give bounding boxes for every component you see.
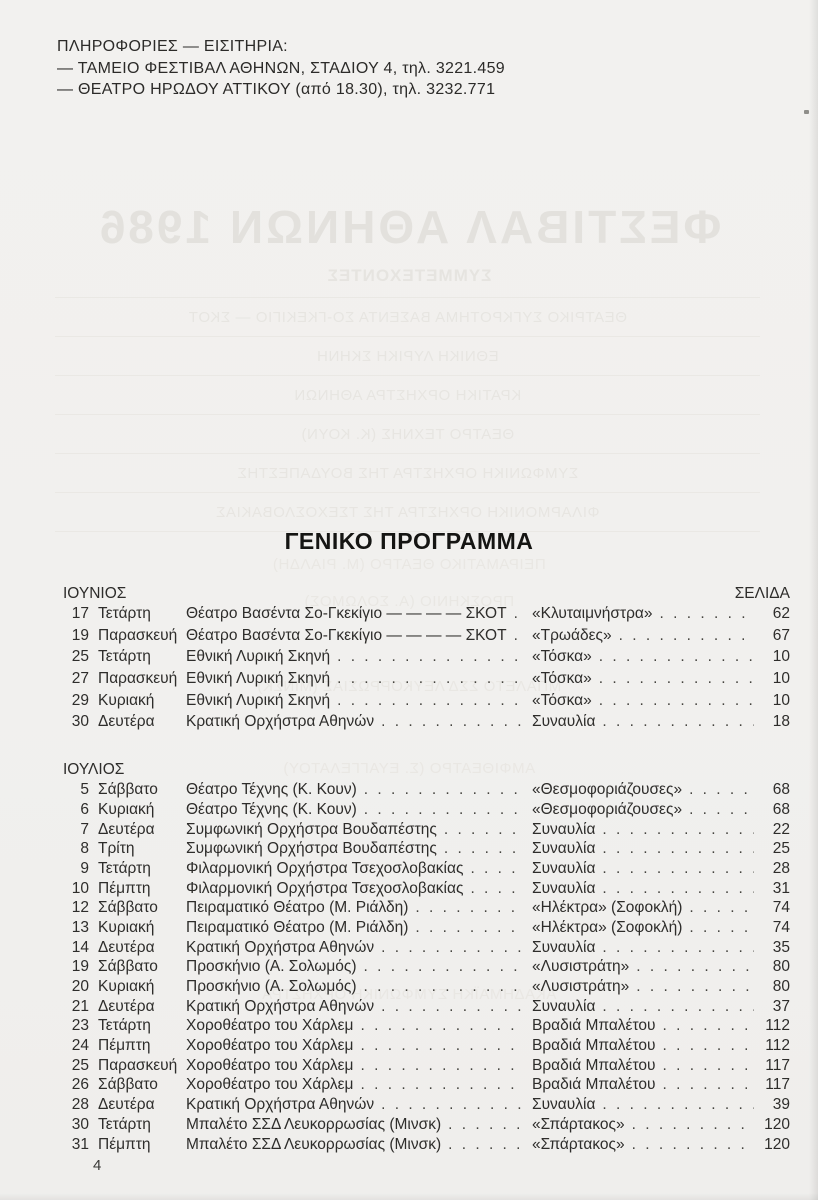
table-row <box>63 781 790 801</box>
dot-leader <box>599 648 754 666</box>
event-venue-text: Προσκήνιο (Α. Σολωμός) <box>186 958 357 976</box>
event-title <box>532 605 754 623</box>
ticket-info-block <box>57 36 505 101</box>
event-day: Δευτέρα <box>98 997 155 1015</box>
event-venue <box>186 605 522 623</box>
event-title <box>532 840 754 858</box>
event-venue <box>186 1096 522 1114</box>
event-date: 25 <box>71 648 89 666</box>
event-title <box>532 998 754 1016</box>
folio-page-number: 4 <box>93 1157 102 1174</box>
event-date: 21 <box>71 997 89 1015</box>
event-title <box>532 1136 754 1154</box>
event-date: 12 <box>71 899 89 917</box>
event-venue-text: Κρατική Ορχήστρα Αθηνών <box>186 938 375 956</box>
event-day: Πέμπτη <box>98 879 151 897</box>
event-venue <box>186 1136 522 1154</box>
event-day: Πέμπτη <box>98 1037 151 1055</box>
event-date: 29 <box>71 691 89 709</box>
bleed-participants-list <box>55 297 760 532</box>
dot-leader <box>360 1076 522 1094</box>
page-ref: 10 <box>772 648 790 666</box>
dot-leader <box>448 1136 522 1154</box>
event-day: Τετάρτη <box>98 1115 151 1133</box>
event-venue-text: Μπαλέτο ΣΣΔ Λευκορρωσίας (Μινσκ) <box>186 1115 442 1133</box>
ticket-info-line: ΠΛΗΡΟΦΟΡΙΕΣ — ΕΙΣΙΤΗΡΙΑ: <box>57 38 288 55</box>
event-venue <box>186 692 522 710</box>
event-venue-text: Εθνική Λυρική Σκηνή <box>186 648 331 666</box>
event-title-text: «Τόσκα» <box>532 648 592 666</box>
event-title <box>532 801 754 819</box>
bleed-overprint-text: ΑΜΦΙΘΕΑΤΡΟ (Σ. ΕΥΑΓΓΕΛΑΤΟΥ) <box>282 760 536 777</box>
dot-leader <box>662 1017 754 1035</box>
table-row <box>63 605 790 627</box>
bleed-participant: ΚΡΑΤΙΚΗ ΟΡΧΗΣΤΡΑ ΑΘΗΝΩΝ <box>55 375 760 414</box>
page-ref: 39 <box>772 1096 790 1114</box>
print-speck <box>804 110 809 114</box>
page-ref: 22 <box>772 820 790 838</box>
event-date: 14 <box>71 938 89 956</box>
event-title-text: «Σπάρτακος» <box>532 1135 625 1153</box>
event-title-text: Συναυλία <box>532 820 596 838</box>
table-row <box>63 1096 790 1116</box>
bleed-participant: ΦΙΛΑΡΜΟΝΙΚΗ ΟΡΧΗΣΤΡΑ ΤΗΣ ΤΣΕΧΟΣΛΟΒΑΚΙΑΣ <box>55 492 760 531</box>
page-column-header: ΣΕΛΙΔΑ <box>734 585 790 602</box>
table-row <box>63 1076 790 1096</box>
table-row <box>63 958 790 978</box>
page-ref: 37 <box>772 997 790 1015</box>
event-venue-text: Χοροθέατρο του Χάρλεμ <box>186 1056 354 1074</box>
ticket-info-line: — ΤΑΜΕΙΟ ΦΕΣΤΙΒΑΛ ΑΘΗΝΩΝ, ΣΤΑΔΙΟΥ 4, τηλ. 3221.459 <box>57 59 505 77</box>
event-day: Δευτέρα <box>98 938 155 956</box>
event-day: Παρασκευή <box>98 626 178 644</box>
event-title <box>532 1076 754 1094</box>
event-day: Δευτέρα <box>98 820 155 838</box>
page-ref: 28 <box>772 859 790 877</box>
event-day: Σάββατο <box>98 958 158 976</box>
dot-leader <box>364 801 522 819</box>
table-row <box>63 919 790 939</box>
event-title <box>532 1057 754 1075</box>
event-venue <box>186 627 522 645</box>
event-title <box>532 1116 754 1134</box>
event-venue-text: Προσκήνιο (Α. Σολωμός) <box>186 978 357 995</box>
table-row <box>63 998 790 1018</box>
dot-leader <box>689 801 754 819</box>
dot-leader <box>360 1017 522 1035</box>
event-title-text: «Θεσμοφοριάζουσες» <box>532 781 683 799</box>
event-title <box>532 692 754 710</box>
event-venue-text: Κρατική Ορχήστρα Αθηνών <box>186 1096 375 1114</box>
event-title <box>532 781 754 799</box>
event-day: Τετάρτη <box>98 859 151 877</box>
dot-leader <box>364 958 522 976</box>
dot-leader <box>415 899 522 917</box>
dot-leader <box>602 713 754 731</box>
event-venue <box>186 1037 522 1055</box>
page-ref: 80 <box>772 978 790 995</box>
event-date: 31 <box>71 1135 89 1153</box>
page-ref: 68 <box>772 800 790 818</box>
dot-leader <box>514 627 522 645</box>
dot-leader <box>689 899 754 917</box>
dot-leader <box>632 1116 754 1134</box>
month-header-line <box>63 585 790 605</box>
table-row <box>63 648 790 670</box>
dot-leader <box>470 860 522 878</box>
dot-leader <box>444 840 522 858</box>
event-venue-text: Πειραματικό Θέατρο (Μ. Ριάλδη) <box>186 918 409 936</box>
event-venue-text: Μπαλέτο ΣΣΔ Λευκορρωσίας (Μινσκ) <box>186 1135 442 1153</box>
event-title <box>532 860 754 878</box>
event-venue-text: Εθνική Λυρική Σκηνή <box>186 691 331 709</box>
event-date: 24 <box>71 1037 89 1055</box>
dot-leader <box>381 998 522 1016</box>
event-venue <box>186 1017 522 1035</box>
dot-leader <box>599 692 754 710</box>
event-day: Δευτέρα <box>98 1096 155 1114</box>
bleed-overprint-text: ΠΕΙΡΑΜΑΤΙΚΟ ΘΕΑΤΡΟ (Μ. ΡΙΑΛΔΗ) <box>272 556 546 573</box>
dot-leader <box>632 1136 754 1154</box>
event-venue <box>186 998 522 1016</box>
dot-leader <box>662 1076 754 1094</box>
event-venue-text: Θέατρο Τέχνης (Κ. Κουν) <box>186 800 357 818</box>
dot-leader <box>364 781 522 799</box>
event-title-text: Συναυλία <box>532 997 596 1015</box>
event-day: Σάββατο <box>98 1076 158 1094</box>
ticket-info-line: — ΘΕΑΤΡΟ ΗΡΩΔΟΥ ΑΤΤΙΚΟΥ (από 18.30), τηλ. 3232.771 <box>57 81 496 98</box>
table-row <box>63 713 790 735</box>
event-title-text: «Θεσμοφοριάζουσες» <box>532 800 683 818</box>
page-ref: 68 <box>772 781 790 799</box>
event-venue <box>186 801 522 819</box>
event-venue-text: Θέατρο Βασέντα Σο-Γκεκίγιο — — — — ΣΚΟΤ <box>186 605 507 622</box>
event-venue <box>186 713 522 731</box>
event-date: 5 <box>80 781 89 799</box>
bleed-participant: ΘΕΑΤΡΙΚΟ ΣΥΓΚΡΟΤΗΜΑ ΒΑΣΕΝΤΑ ΣΟ-ΓΚΕΚΙΓΙΟ — ΣΚΟΤ <box>55 297 760 336</box>
page-ref: 62 <box>772 605 790 622</box>
dot-leader <box>689 919 754 937</box>
event-venue-text: Θέατρο Βασέντα Σο-Γκεκίγιο — — — — ΣΚΟΤ <box>186 626 507 644</box>
table-row <box>63 801 790 821</box>
event-venue <box>186 939 522 957</box>
event-day: Τρίτη <box>98 840 135 858</box>
event-day: Δευτέρα <box>98 713 155 731</box>
event-date: 30 <box>71 1115 89 1133</box>
program-table <box>63 585 790 1155</box>
dot-leader <box>602 860 754 878</box>
dot-leader <box>470 880 522 898</box>
month-section <box>63 585 790 735</box>
dot-leader <box>619 627 754 645</box>
page-ref: 74 <box>772 918 790 936</box>
event-day: Παρασκευή <box>98 1056 178 1074</box>
event-venue <box>186 860 522 878</box>
dot-leader <box>689 781 754 799</box>
table-row <box>63 1116 790 1136</box>
event-venue <box>186 648 522 666</box>
month-header-line <box>63 761 790 781</box>
event-title <box>532 1096 754 1114</box>
event-date: 23 <box>71 1017 89 1035</box>
month-section <box>63 761 790 1155</box>
table-row <box>63 1136 790 1156</box>
dot-leader <box>360 1037 522 1055</box>
event-day: Τετάρτη <box>98 648 151 666</box>
month-header: ΙΟΥΝΙΟΣ <box>63 585 127 602</box>
event-title <box>532 821 754 839</box>
bleed-participants-heading: ΣΥΜΜΕΤΕΧΟΝΤΕΣ <box>326 266 492 285</box>
event-date: 17 <box>71 605 89 622</box>
event-venue-text: Πειραματικό Θέατρο (Μ. Ριάλδη) <box>186 899 409 917</box>
event-title <box>532 713 754 731</box>
event-date: 19 <box>71 958 89 976</box>
page-ref: 117 <box>765 1056 790 1074</box>
dot-leader <box>602 821 754 839</box>
event-date: 7 <box>80 820 89 838</box>
bleed-participant: ΕΘΝΙΚΗ ΛΥΡΙΚΗ ΣΚΗΝΗ <box>55 336 760 375</box>
page-ref: 18 <box>772 713 790 731</box>
event-venue-text: Χοροθέατρο του Χάρλεμ <box>186 1017 354 1035</box>
event-title <box>532 880 754 898</box>
event-title <box>532 899 754 917</box>
dot-leader <box>599 670 754 688</box>
event-venue-text: Κρατική Ορχήστρα Αθηνών <box>186 713 375 731</box>
page-ref: 35 <box>772 938 790 956</box>
event-venue-text: Φιλαρμονική Ορχήστρα Τσεχοσλοβακίας <box>186 859 464 877</box>
event-title-text: Βραδιά Μπαλέτου <box>532 1037 656 1055</box>
table-row <box>63 821 790 841</box>
table-row <box>63 978 790 998</box>
event-venue-text: Εθνική Λυρική Σκηνή <box>186 670 331 688</box>
dot-leader <box>662 1037 754 1055</box>
event-date: 6 <box>80 800 89 818</box>
bleed-festival-title: ΦΕΣΤΙΒΑΛ ΑΘΗΝΩΝ 1986 <box>96 201 722 253</box>
table-row <box>63 1057 790 1077</box>
bleed-overprint-text: ΠΡΟΣΚΗΝΙΟ (Α. ΣΟΛΩΜΟΣ) <box>303 593 515 610</box>
event-date: 30 <box>71 713 89 731</box>
event-venue-text: Φιλαρμονική Ορχήστρα Τσεχοσλοβακίας <box>186 879 464 897</box>
event-date: 9 <box>80 859 89 877</box>
page-ref: 120 <box>764 1135 790 1153</box>
event-title-text: Συναυλία <box>532 879 596 897</box>
event-venue-text: Συμφωνική Ορχήστρα Βουδαπέστης <box>186 820 437 838</box>
event-title-text: Βραδιά Μπαλέτου <box>532 1056 656 1074</box>
event-date: 20 <box>71 978 89 995</box>
dot-leader <box>381 1096 522 1114</box>
table-row <box>63 880 790 900</box>
event-venue-text: Συμφωνική Ορχήστρα Βουδαπέστης <box>186 840 437 858</box>
event-title-text: Συναυλία <box>532 938 596 956</box>
event-title-text: «Τρωάδες» <box>532 626 612 644</box>
event-title <box>532 648 754 666</box>
event-title-text: «Ηλέκτρα» (Σοφοκλή) <box>532 899 683 917</box>
event-day: Τετάρτη <box>98 605 151 622</box>
table-row <box>63 899 790 919</box>
dot-leader <box>337 670 522 688</box>
bleed-participant: ΘΕΑΤΡΟ ΤΕΧΝΗΣ (Κ. ΚΟΥΝ) <box>55 414 760 453</box>
page-ref: 74 <box>772 899 790 917</box>
page-ref: 67 <box>772 626 790 644</box>
dot-leader <box>636 958 754 976</box>
event-day: Πέμπτη <box>98 1135 151 1153</box>
event-venue <box>186 1057 522 1075</box>
page-ref: 10 <box>772 670 790 688</box>
dot-leader <box>337 692 522 710</box>
page-ref: 112 <box>765 1037 790 1055</box>
event-venue-text: Χοροθέατρο του Χάρλεμ <box>186 1037 354 1055</box>
event-title <box>532 919 754 937</box>
page-ref: 31 <box>772 879 790 897</box>
event-title <box>532 978 754 996</box>
bleed-overprint-text: ΑΚΑΔΗΜΑΪΚΗ ΣΥΜΦΩΝΙΚΗ ΟΡΧΗΣΤΡΑ <box>261 986 557 1003</box>
event-date: 27 <box>71 670 89 688</box>
event-title-text: Βραδιά Μπαλέτου <box>532 1076 656 1094</box>
dot-leader <box>381 939 522 957</box>
dot-leader <box>364 978 522 996</box>
event-title <box>532 670 754 688</box>
dot-leader <box>444 821 522 839</box>
event-title-text: «Τόσκα» <box>532 670 592 688</box>
event-title <box>532 958 754 976</box>
event-day: Παρασκευή <box>98 670 178 688</box>
table-row <box>63 692 790 714</box>
table-row <box>63 840 790 860</box>
event-title-text: «Κλυταιμνήστρα» <box>532 605 653 622</box>
event-venue <box>186 978 522 996</box>
dot-leader <box>602 840 754 858</box>
month-header: ΙΟΥΛΙΟΣ <box>63 761 125 779</box>
event-title-text: Συναυλία <box>532 713 596 731</box>
event-venue <box>186 880 522 898</box>
event-day: Κυριακή <box>98 918 155 936</box>
event-venue <box>186 840 522 858</box>
event-date: 28 <box>71 1096 89 1114</box>
page-ref: 117 <box>765 1076 790 1094</box>
event-venue-text: Χοροθέατρο του Χάρλεμ <box>186 1076 354 1094</box>
dot-leader <box>337 648 522 666</box>
page-ref: 120 <box>764 1115 790 1133</box>
table-row <box>63 627 790 649</box>
event-title-text: «Λυσιστράτη» <box>532 958 630 976</box>
dot-leader <box>415 919 522 937</box>
event-date: 25 <box>71 1056 89 1074</box>
event-title-text: «Λυσιστράτη» <box>532 978 630 995</box>
event-title <box>532 939 754 957</box>
dot-leader <box>660 605 754 623</box>
dot-leader <box>381 713 522 731</box>
event-title <box>532 627 754 645</box>
event-date: 19 <box>71 626 89 644</box>
table-row <box>63 1017 790 1037</box>
event-day: Σάββατο <box>98 899 158 917</box>
event-title-text: Συναυλία <box>532 1096 596 1114</box>
event-day: Κυριακή <box>98 800 155 818</box>
event-title-text: Βραδιά Μπαλέτου <box>532 1017 656 1035</box>
event-title-text: Συναυλία <box>532 859 596 877</box>
event-date: 26 <box>71 1076 89 1094</box>
event-venue <box>186 919 522 937</box>
event-day: Τετάρτη <box>98 1017 151 1035</box>
dot-leader <box>662 1057 754 1075</box>
event-venue-text: Θέατρο Τέχνης (Κ. Κουν) <box>186 781 357 799</box>
page-ref: 80 <box>772 958 790 976</box>
event-venue <box>186 1076 522 1094</box>
table-row <box>63 860 790 880</box>
bleed-overprint-text: ΜΠΑΛΕΤΟ ΣΣΔ ΛΕΥΚΟΡΡΩΣΙΑΣ (ΜΙΝΣΚ) <box>256 678 562 695</box>
event-day: Κυριακή <box>98 978 155 995</box>
dot-leader <box>448 1116 522 1134</box>
table-row <box>63 670 790 692</box>
dot-leader <box>636 978 754 996</box>
event-title <box>532 1017 754 1035</box>
page-ref: 112 <box>765 1017 790 1035</box>
event-title-text: Συναυλία <box>532 840 596 858</box>
event-date: 8 <box>80 840 89 858</box>
page-title: ΓΕΝΙΚΟ ΠΡΟΓΡΑΜΜΑ <box>284 528 534 554</box>
event-date: 10 <box>71 879 89 897</box>
event-title-text: «Ηλέκτρα» (Σοφοκλή) <box>532 918 683 936</box>
bleed-participant: ΣΥΜΦΩΝΙΚΗ ΟΡΧΗΣΤΡΑ ΤΗΣ ΒΟΥΔΑΠΕΣΤΗΣ <box>55 453 760 492</box>
event-date: 13 <box>71 918 89 936</box>
dot-leader <box>602 939 754 957</box>
event-title-text: «Τόσκα» <box>532 691 592 709</box>
event-venue <box>186 781 522 799</box>
page-ref: 25 <box>772 840 790 858</box>
dot-leader <box>602 880 754 898</box>
dot-leader <box>602 1096 754 1114</box>
event-venue <box>186 1116 522 1134</box>
table-row <box>63 939 790 959</box>
event-venue-text: Κρατική Ορχήστρα Αθηνών <box>186 997 375 1015</box>
dot-leader <box>514 605 522 623</box>
event-venue <box>186 670 522 688</box>
page-ref: 10 <box>772 691 790 709</box>
event-venue <box>186 958 522 976</box>
event-title-text: «Σπάρτακος» <box>532 1115 625 1133</box>
event-day: Σάββατο <box>98 781 158 799</box>
event-title <box>532 1037 754 1055</box>
event-venue <box>186 821 522 839</box>
event-day: Κυριακή <box>98 691 155 709</box>
table-row <box>63 1037 790 1057</box>
dot-leader <box>602 998 754 1016</box>
dot-leader <box>360 1057 522 1075</box>
event-venue <box>186 899 522 917</box>
